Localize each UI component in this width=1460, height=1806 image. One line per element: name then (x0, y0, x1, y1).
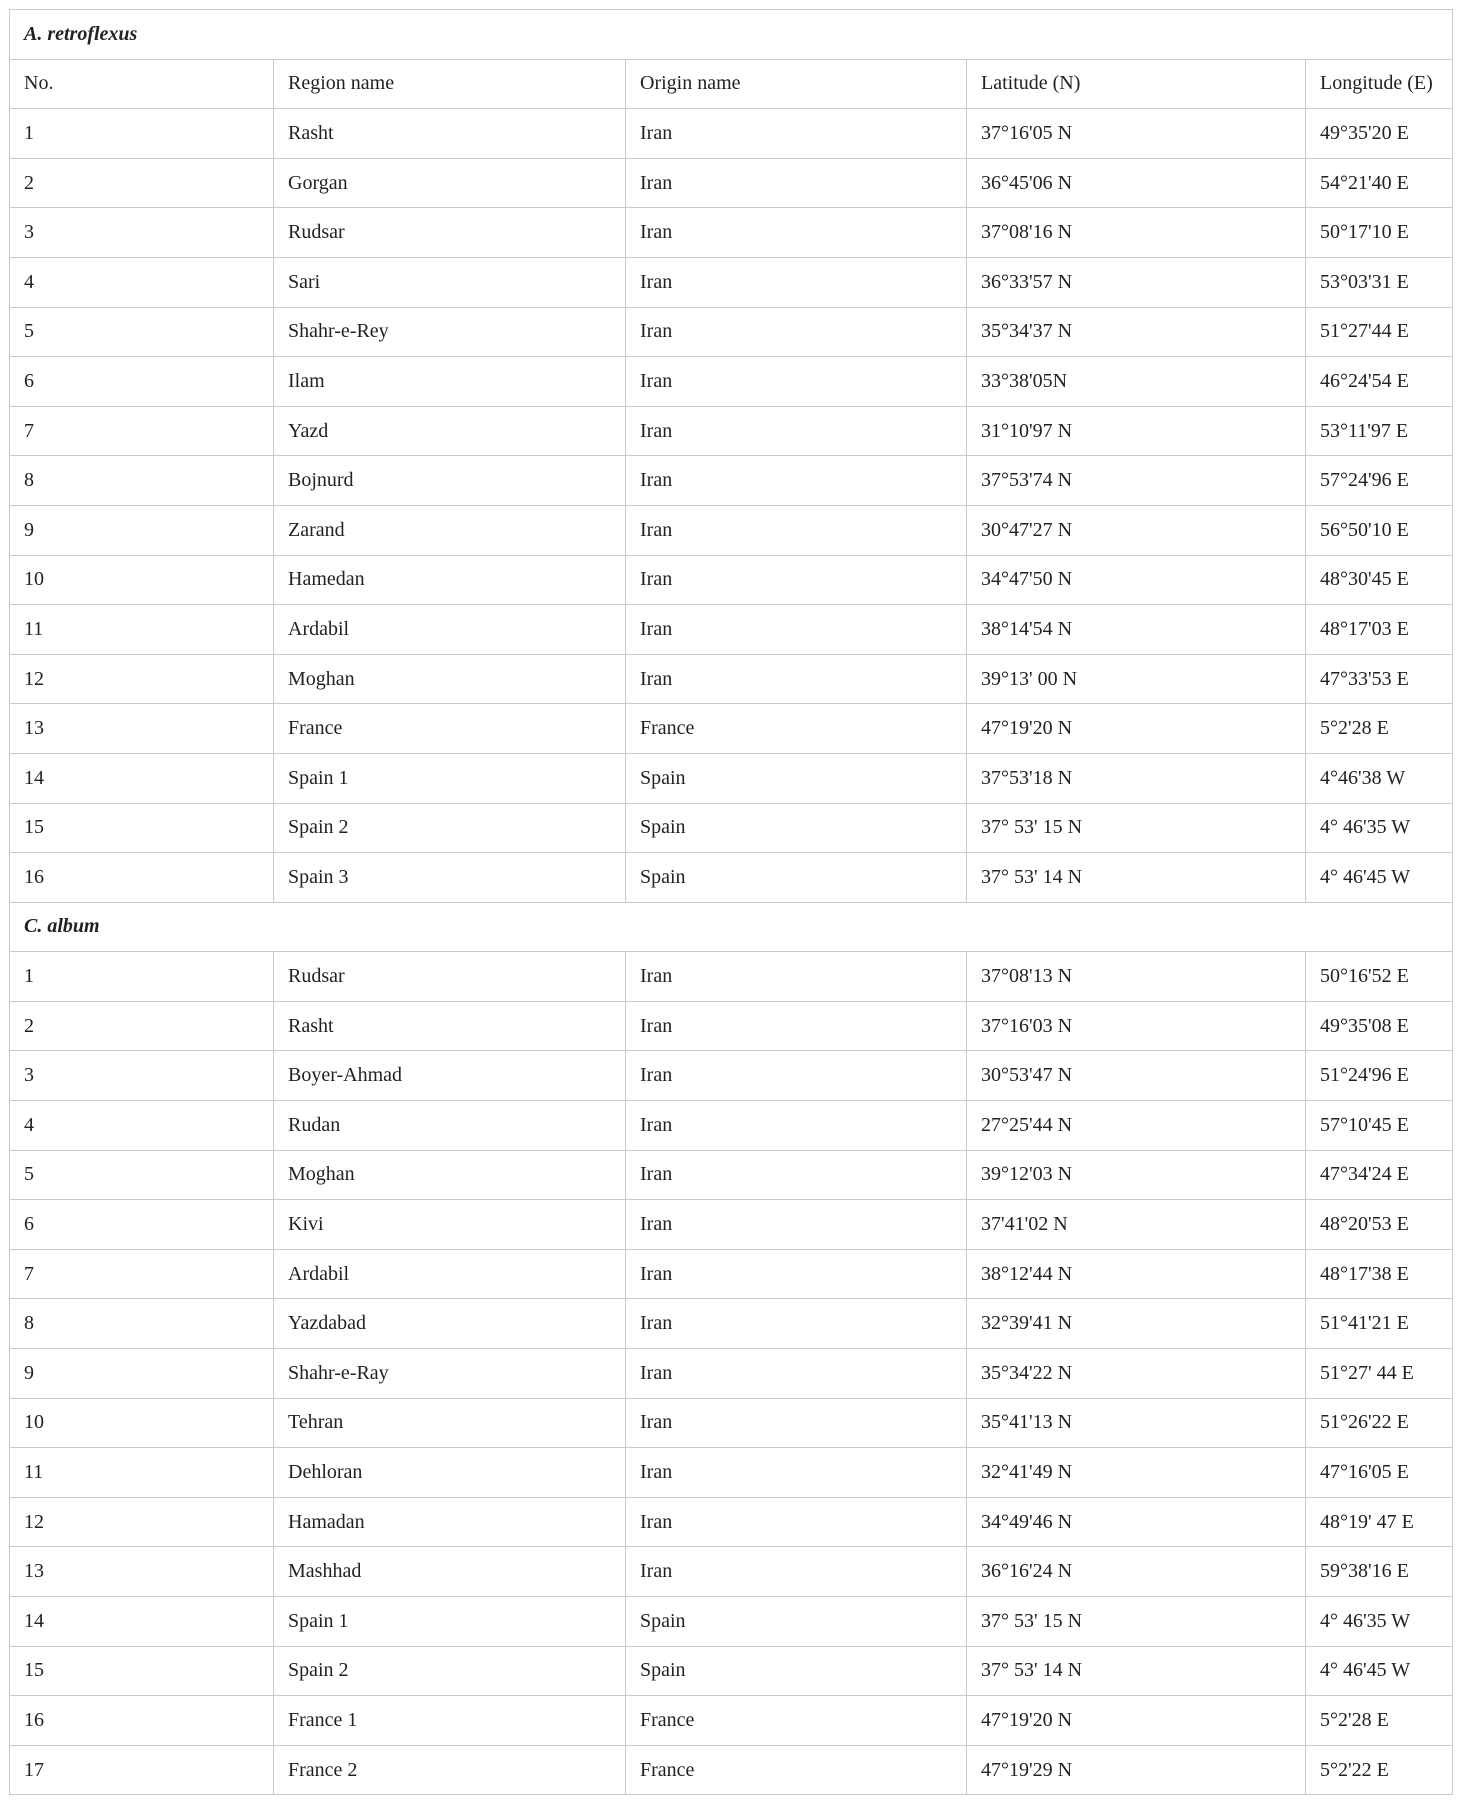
cell-longitude: 59°38'16 E (1306, 1547, 1453, 1597)
cell-region-name: Dehloran (274, 1448, 626, 1498)
column-header-no: No. (10, 59, 274, 109)
cell-region-name: Kivi (274, 1200, 626, 1250)
coordinates-table-container (9, 9, 1452, 1795)
cell-latitude: 32°39'41 N (967, 1299, 1306, 1349)
cell-region-name: Hamedan (274, 555, 626, 605)
cell-latitude: 37° 53' 15 N (967, 1597, 1306, 1647)
cell-longitude: 57°10'45 E (1306, 1101, 1453, 1151)
cell-no: 8 (10, 1299, 274, 1349)
cell-origin-name: Iran (626, 406, 967, 456)
cell-no: 3 (10, 1051, 274, 1101)
cell-region-name: Rudan (274, 1101, 626, 1151)
cell-no: 5 (10, 1150, 274, 1200)
cell-longitude: 47°16'05 E (1306, 1448, 1453, 1498)
cell-no: 6 (10, 357, 274, 407)
cell-no: 4 (10, 1101, 274, 1151)
cell-longitude: 49°35'08 E (1306, 1001, 1453, 1051)
cell-region-name: Mashhad (274, 1547, 626, 1597)
table-row (10, 1349, 1453, 1399)
cell-longitude: 5°2'22 E (1306, 1745, 1453, 1795)
table-row (10, 1597, 1453, 1647)
cell-origin-name: Iran (626, 555, 967, 605)
cell-no: 2 (10, 158, 274, 208)
cell-no: 7 (10, 1249, 274, 1299)
table-row (10, 1101, 1453, 1151)
cell-latitude: 37°53'74 N (967, 456, 1306, 506)
table-row (10, 109, 1453, 159)
cell-no: 7 (10, 406, 274, 456)
cell-region-name: Hamadan (274, 1497, 626, 1547)
cell-longitude: 50°16'52 E (1306, 952, 1453, 1002)
cell-origin-name: Iran (626, 1101, 967, 1151)
cell-origin-name: Iran (626, 109, 967, 159)
cell-region-name: Rudsar (274, 208, 626, 258)
cell-no: 5 (10, 307, 274, 357)
section-title: A. retroflexus (10, 10, 1453, 60)
cell-origin-name: Iran (626, 158, 967, 208)
cell-region-name: Spain 1 (274, 1597, 626, 1647)
column-header-row (10, 59, 1453, 109)
table-row (10, 1497, 1453, 1547)
cell-no: 11 (10, 605, 274, 655)
cell-longitude: 54°21'40 E (1306, 158, 1453, 208)
cell-region-name: France 1 (274, 1696, 626, 1746)
cell-origin-name: Iran (626, 1001, 967, 1051)
cell-latitude: 27°25'44 N (967, 1101, 1306, 1151)
cell-no: 1 (10, 952, 274, 1002)
cell-latitude: 33°38'05N (967, 357, 1306, 407)
coordinates-table (9, 9, 1453, 1795)
cell-latitude: 37° 53' 15 N (967, 803, 1306, 853)
cell-longitude: 5°2'28 E (1306, 1696, 1453, 1746)
table-row (10, 307, 1453, 357)
table-row (10, 158, 1453, 208)
cell-latitude: 31°10'97 N (967, 406, 1306, 456)
table-row (10, 456, 1453, 506)
cell-latitude: 37° 53' 14 N (967, 853, 1306, 903)
section-title-row (10, 10, 1453, 60)
cell-longitude: 53°11'97 E (1306, 406, 1453, 456)
cell-longitude: 48°30'45 E (1306, 555, 1453, 605)
table-row (10, 1249, 1453, 1299)
table-row (10, 208, 1453, 258)
cell-no: 12 (10, 654, 274, 704)
cell-no: 15 (10, 803, 274, 853)
cell-origin-name: Iran (626, 1200, 967, 1250)
cell-origin-name: Iran (626, 1051, 967, 1101)
cell-origin-name: Iran (626, 654, 967, 704)
cell-origin-name: Iran (626, 1299, 967, 1349)
cell-no: 10 (10, 1398, 274, 1448)
cell-no: 3 (10, 208, 274, 258)
cell-origin-name: France (626, 1696, 967, 1746)
cell-origin-name: Iran (626, 605, 967, 655)
cell-longitude: 51°41'21 E (1306, 1299, 1453, 1349)
cell-latitude: 35°41'13 N (967, 1398, 1306, 1448)
column-header-longitude: Longitude (E) (1306, 59, 1453, 109)
cell-no: 14 (10, 1597, 274, 1647)
cell-longitude: 51°26'22 E (1306, 1398, 1453, 1448)
cell-no: 16 (10, 853, 274, 903)
table-row (10, 704, 1453, 754)
cell-longitude: 48°17'38 E (1306, 1249, 1453, 1299)
table-row (10, 1745, 1453, 1795)
cell-region-name: Zarand (274, 505, 626, 555)
cell-latitude: 34°49'46 N (967, 1497, 1306, 1547)
cell-latitude: 37'41'02 N (967, 1200, 1306, 1250)
table-row (10, 605, 1453, 655)
cell-origin-name: Iran (626, 1249, 967, 1299)
cell-region-name: Rudsar (274, 952, 626, 1002)
cell-latitude: 39°13' 00 N (967, 654, 1306, 704)
cell-longitude: 48°19' 47 E (1306, 1497, 1453, 1547)
table-row (10, 505, 1453, 555)
cell-no: 13 (10, 1547, 274, 1597)
cell-no: 9 (10, 1349, 274, 1399)
cell-longitude: 48°17'03 E (1306, 605, 1453, 655)
cell-region-name: Ardabil (274, 1249, 626, 1299)
cell-region-name: Gorgan (274, 158, 626, 208)
cell-origin-name: Spain (626, 753, 967, 803)
cell-region-name: Spain 2 (274, 803, 626, 853)
cell-origin-name: Spain (626, 803, 967, 853)
cell-longitude: 49°35'20 E (1306, 109, 1453, 159)
cell-origin-name: Iran (626, 1150, 967, 1200)
cell-latitude: 38°12'44 N (967, 1249, 1306, 1299)
table-row (10, 1150, 1453, 1200)
cell-origin-name: Iran (626, 1349, 967, 1399)
cell-region-name: France (274, 704, 626, 754)
table-row (10, 1547, 1453, 1597)
cell-longitude: 57°24'96 E (1306, 456, 1453, 506)
cell-longitude: 47°34'24 E (1306, 1150, 1453, 1200)
table-body (10, 10, 1453, 1795)
table-row (10, 1646, 1453, 1696)
cell-origin-name: Iran (626, 1497, 967, 1547)
cell-longitude: 4°46'38 W (1306, 753, 1453, 803)
cell-latitude: 30°47'27 N (967, 505, 1306, 555)
cell-region-name: Moghan (274, 654, 626, 704)
cell-origin-name: Iran (626, 952, 967, 1002)
cell-region-name: Ilam (274, 357, 626, 407)
cell-no: 15 (10, 1646, 274, 1696)
cell-origin-name: Spain (626, 1646, 967, 1696)
cell-longitude: 5°2'28 E (1306, 704, 1453, 754)
section-title: C. album (10, 902, 1453, 952)
table-row (10, 1001, 1453, 1051)
cell-no: 10 (10, 555, 274, 605)
cell-origin-name: Iran (626, 456, 967, 506)
column-header-origin-name: Origin name (626, 59, 967, 109)
cell-longitude: 51°27'44 E (1306, 307, 1453, 357)
cell-latitude: 34°47'50 N (967, 555, 1306, 605)
cell-latitude: 38°14'54 N (967, 605, 1306, 655)
cell-region-name: Moghan (274, 1150, 626, 1200)
cell-origin-name: Iran (626, 357, 967, 407)
cell-region-name: France 2 (274, 1745, 626, 1795)
cell-latitude: 37°16'03 N (967, 1001, 1306, 1051)
cell-no: 1 (10, 109, 274, 159)
cell-origin-name: Iran (626, 1547, 967, 1597)
table-row (10, 1299, 1453, 1349)
cell-latitude: 37°08'13 N (967, 952, 1306, 1002)
cell-no: 6 (10, 1200, 274, 1250)
cell-region-name: Boyer-Ahmad (274, 1051, 626, 1101)
cell-latitude: 37° 53' 14 N (967, 1646, 1306, 1696)
cell-longitude: 51°24'96 E (1306, 1051, 1453, 1101)
cell-origin-name: France (626, 1745, 967, 1795)
cell-longitude: 47°33'53 E (1306, 654, 1453, 704)
cell-origin-name: Iran (626, 257, 967, 307)
cell-latitude: 37°53'18 N (967, 753, 1306, 803)
cell-region-name: Rasht (274, 109, 626, 159)
cell-no: 9 (10, 505, 274, 555)
cell-no: 11 (10, 1448, 274, 1498)
cell-latitude: 30°53'47 N (967, 1051, 1306, 1101)
cell-no: 16 (10, 1696, 274, 1746)
cell-region-name: Shahr-e-Rey (274, 307, 626, 357)
table-row (10, 406, 1453, 456)
cell-latitude: 36°16'24 N (967, 1547, 1306, 1597)
cell-region-name: Rasht (274, 1001, 626, 1051)
cell-region-name: Bojnurd (274, 456, 626, 506)
cell-latitude: 47°19'29 N (967, 1745, 1306, 1795)
cell-origin-name: Iran (626, 307, 967, 357)
cell-latitude: 36°33'57 N (967, 257, 1306, 307)
cell-longitude: 50°17'10 E (1306, 208, 1453, 258)
cell-longitude: 51°27' 44 E (1306, 1349, 1453, 1399)
cell-origin-name: Spain (626, 1597, 967, 1647)
cell-latitude: 32°41'49 N (967, 1448, 1306, 1498)
cell-longitude: 4° 46'45 W (1306, 1646, 1453, 1696)
cell-no: 14 (10, 753, 274, 803)
table-row (10, 1448, 1453, 1498)
cell-origin-name: Iran (626, 1398, 967, 1448)
cell-region-name: Yazd (274, 406, 626, 456)
cell-region-name: Spain 3 (274, 853, 626, 903)
table-row (10, 1398, 1453, 1448)
cell-latitude: 37°08'16 N (967, 208, 1306, 258)
cell-origin-name: Spain (626, 853, 967, 903)
cell-no: 17 (10, 1745, 274, 1795)
table-row (10, 257, 1453, 307)
cell-no: 13 (10, 704, 274, 754)
section-title-row (10, 902, 1453, 952)
cell-origin-name: Iran (626, 208, 967, 258)
table-row (10, 1696, 1453, 1746)
cell-latitude: 37°16'05 N (967, 109, 1306, 159)
table-row (10, 357, 1453, 407)
cell-longitude: 48°20'53 E (1306, 1200, 1453, 1250)
table-row (10, 803, 1453, 853)
column-header-region-name: Region name (274, 59, 626, 109)
cell-region-name: Ardabil (274, 605, 626, 655)
table-row (10, 853, 1453, 903)
cell-longitude: 46°24'54 E (1306, 357, 1453, 407)
cell-longitude: 4° 46'35 W (1306, 803, 1453, 853)
cell-latitude: 36°45'06 N (967, 158, 1306, 208)
cell-no: 8 (10, 456, 274, 506)
cell-origin-name: Iran (626, 505, 967, 555)
cell-no: 2 (10, 1001, 274, 1051)
cell-latitude: 35°34'22 N (967, 1349, 1306, 1399)
table-row (10, 952, 1453, 1002)
cell-latitude: 47°19'20 N (967, 1696, 1306, 1746)
cell-latitude: 47°19'20 N (967, 704, 1306, 754)
cell-origin-name: France (626, 704, 967, 754)
cell-region-name: Spain 2 (274, 1646, 626, 1696)
cell-region-name: Tehran (274, 1398, 626, 1448)
cell-no: 4 (10, 257, 274, 307)
table-row (10, 1051, 1453, 1101)
table-row (10, 1200, 1453, 1250)
cell-region-name: Spain 1 (274, 753, 626, 803)
table-row (10, 654, 1453, 704)
table-row (10, 555, 1453, 605)
cell-longitude: 53°03'31 E (1306, 257, 1453, 307)
cell-no: 12 (10, 1497, 274, 1547)
column-header-latitude: Latitude (N) (967, 59, 1306, 109)
cell-longitude: 56°50'10 E (1306, 505, 1453, 555)
cell-longitude: 4° 46'35 W (1306, 1597, 1453, 1647)
cell-region-name: Sari (274, 257, 626, 307)
cell-longitude: 4° 46'45 W (1306, 853, 1453, 903)
cell-origin-name: Iran (626, 1448, 967, 1498)
table-row (10, 753, 1453, 803)
cell-region-name: Yazdabad (274, 1299, 626, 1349)
cell-latitude: 35°34'37 N (967, 307, 1306, 357)
cell-region-name: Shahr-e-Ray (274, 1349, 626, 1399)
cell-latitude: 39°12'03 N (967, 1150, 1306, 1200)
